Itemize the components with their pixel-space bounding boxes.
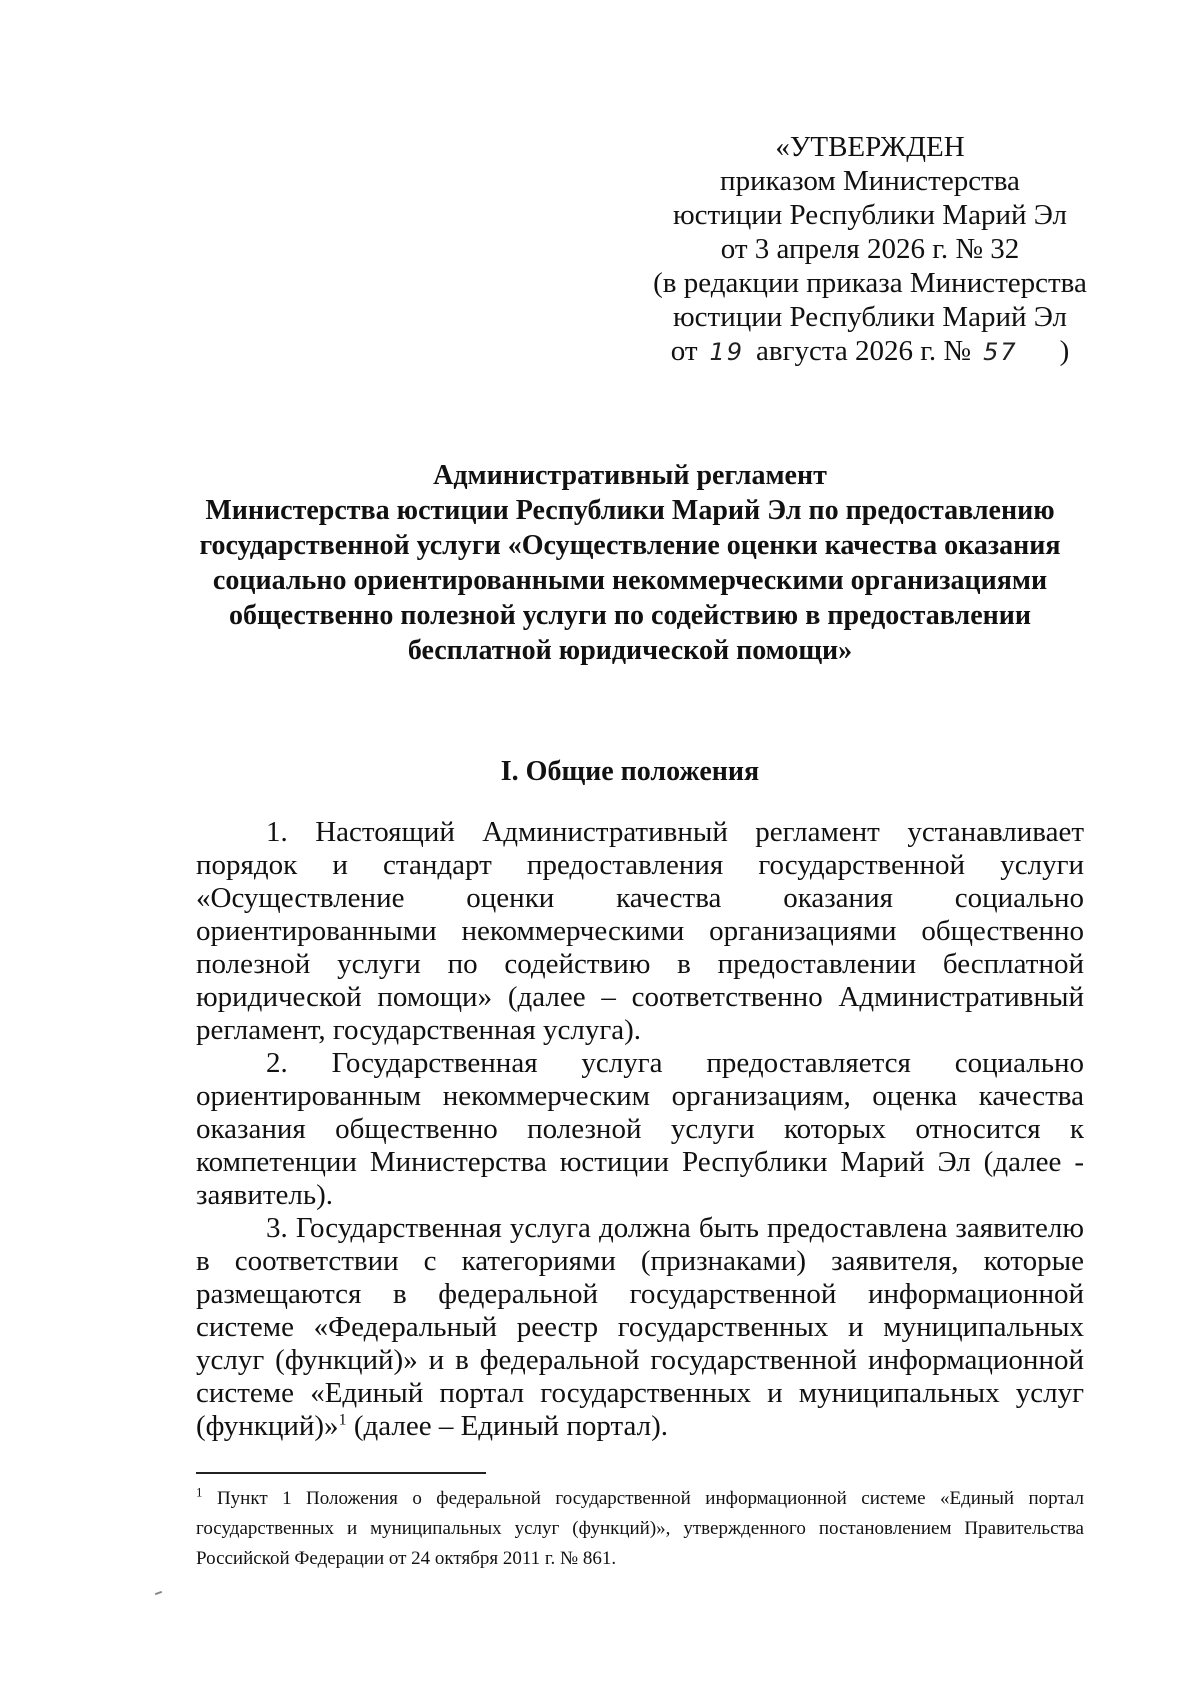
title-line-6: бесплатной юридической помощи» [407, 635, 853, 666]
approval-line-6: юстиции Республики Марий Эл [673, 301, 1067, 333]
paragraph-3 [196, 1212, 1084, 1443]
approval-line-3: юстиции Республики Марий Эл [673, 199, 1067, 231]
approval-line-7 [640, 334, 1100, 369]
footnote-text: Пункт 1 Положения о федеральной государственной информационной системе «Единый портал государственных и муниципальных услуг (функций)», утвержденного постановлением Правительства Российской Федерации от 24 октября 2011 г. № 861. [196, 1488, 1084, 1569]
title-line-2: Министерства юстиции Республики Марий Эл по предоставлению [205, 495, 1055, 526]
paragraph-number: 3. [266, 1212, 288, 1244]
paragraph-text: Государственная услуга предоставляется социально ориентированным некоммерческим организациям, оценка качества оказания общественно полезной услуги которых относится к компетенции Министерства юстиции Республики Марий Эл (далее - заявитель). [196, 1047, 1084, 1211]
title-line-4: социально ориентированными некоммерческими организациями [212, 565, 1048, 596]
approval-line-4: от 3 апреля 2026 г. № 32 [720, 233, 1020, 265]
approval-line-5: (в редакции приказа Министерства [653, 267, 1087, 299]
footnote-marker: 1 [196, 1484, 203, 1500]
approval-date-suffix: ) [1059, 335, 1070, 367]
title-line-5: общественно полезной услуги по содействию в предоставлении [228, 600, 1032, 631]
paragraph-1 [196, 816, 1084, 1047]
handwritten-day: 19 [709, 338, 745, 366]
scan-artifact [155, 1591, 162, 1595]
approval-date-prefix: от [670, 335, 698, 367]
document-body [196, 816, 1084, 1443]
paragraph-2 [196, 1047, 1084, 1212]
paragraph-text: Государственная услуга должна быть предоставлена заявителю в соответствии с категориями (признаками) заявителя, которые размещаются в федеральной государственной информационной системе «Федеральный реестр государственных и муниципальных услуг (функций)» и в федеральной государственной информационной системе «Единый портал государственных и муниципальных услуг (функций)» [196, 1212, 1084, 1442]
approval-stamp [640, 130, 1100, 369]
section-heading: I. Общие положения [500, 756, 760, 787]
approval-line-2: приказом Министерства [720, 165, 1020, 197]
paragraph-text-continuation: (далее – Единый портал). [346, 1410, 668, 1442]
footnote-reference: 1 [338, 1411, 347, 1429]
approval-line-1: «УТВЕРЖДЕН [775, 131, 965, 163]
title-line-1: Административный регламент [433, 460, 827, 491]
approval-date-middle: августа 2026 г. № [756, 335, 972, 367]
document-title [180, 458, 1080, 668]
paragraph-number: 2. [266, 1047, 288, 1079]
title-line-3: государственной услуги «Осуществление оценки качества оказания [199, 530, 1061, 561]
handwritten-number: 57 [983, 338, 1018, 366]
footnote [196, 1484, 1084, 1574]
paragraph-number: 1. [266, 816, 288, 848]
paragraph-text: Настоящий Административный регламент устанавливает порядок и стандарт предоставления государственной услуги «Осуществление оценки качества оказания социально ориентированными некоммерческими организациями общественно полезной услуги по содействию в предоставлении бесплатной юридической помощи» (далее – соответственно Административный регламент, государственная услуга). [196, 816, 1085, 1046]
footnote-separator [196, 1472, 486, 1474]
